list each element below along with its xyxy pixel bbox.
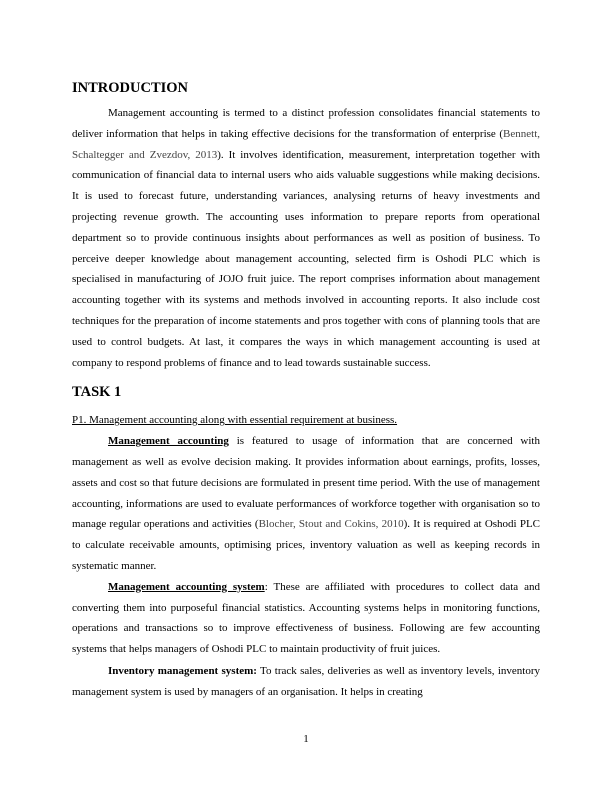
management-accounting-paragraph: [72, 431, 540, 577]
page-number: 1: [303, 733, 309, 745]
inventory-system-text: To track sales, deliveries as well as inventory levels, inventory management system is used by managers of an organisation. It helps in creating: [72, 664, 540, 698]
management-accounting-text-after-citation: ). It is required at Oshodi PLC to calculate receivable amounts, optimising prices, inventory valuation as well as keeping records in systematic manner.: [72, 518, 540, 572]
task1-subheading: P1. Management accounting along with essential requirement at business.: [72, 414, 398, 427]
introduction-heading: INTRODUCTION: [72, 80, 189, 96]
accounting-system-term: Management accounting system: [108, 580, 265, 593]
management-accounting-term: Management accounting: [108, 435, 229, 448]
task1-heading: TASK 1: [72, 384, 122, 401]
document-page: [72, 74, 540, 703]
inventory-system-paragraph: [72, 661, 540, 703]
management-accounting-citation: Blocher, Stout and Cokins, 2010: [258, 518, 404, 531]
inventory-system-term: Inventory management system:: [108, 664, 257, 677]
management-accounting-text-before-citation: is featured to usage of information that are concerned with management as well as evolve decision making. It provides information about earnings, profits, losses, assets and cost so that future decisions are formulated in present time period. With the use of management accounting, informations are used to evaluate performances of workforce together with organisation so to manage regular operations and activities (: [72, 435, 540, 531]
intro-text-after-citation: ). It involves identification, measurement, interpretation together with communication of financial data to internal users who aids valuable suggestions while making decisions. It is used to forecast future, understanding variances, analysing returns of heavy investments and projecting revenue growth. The accounting uses information to prepare reports from operational department so to provide continuous insights about performances as well as position of business. To perceive deeper knowledge about management accounting, selected firm is Oshodi PLC which is specialised in manufacturing of JOJO fruit juice. The report comprises information about management accounting together with its systems and methods involved in accounting reports. It also include cost techniques for the preparation of income statements and pros together with cons of planning tools that are used to control budgets. At last, it compares the ways in which management accounting is used at company to respond problems of finance and to lead towards sustainable success.: [72, 148, 541, 369]
accounting-system-paragraph: [72, 577, 540, 660]
introduction-paragraph: [72, 103, 540, 373]
accounting-system-text: : These are affiliated with procedures to collect data and converting them into purposeful financial statistics. Accounting systems helps in monitoring functions, operations and transactions so to improve effectiveness of business. Following are few accounting systems that helps managers of Oshodi PLC to maintain productivity of fruit juices.: [72, 580, 540, 656]
intro-text-before-citation: Management accounting is termed to a distinct profession consolidates financial statements to deliver information that helps in taking effective decisions for the transformation of enterprise (: [72, 107, 540, 140]
intro-citation: Bennett, Schaltegger and Zvezdov, 2013: [72, 127, 540, 161]
